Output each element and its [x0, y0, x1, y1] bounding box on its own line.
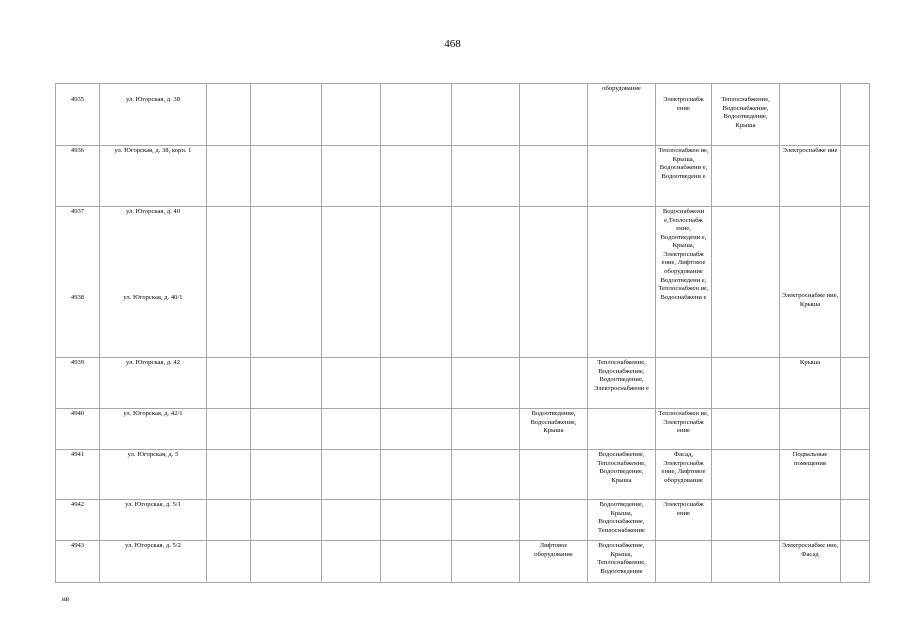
work-cell: оборудование: [588, 84, 656, 146]
row-number: 4940: [56, 409, 100, 450]
row-number: 4936: [56, 146, 100, 207]
row-address-primary: ул. Югорская, д. 40: [125, 208, 181, 215]
work-cell: [780, 409, 841, 450]
work-cell: Электроснабж ение: [656, 500, 712, 541]
work-cell: [712, 450, 780, 500]
empty-cell: [841, 358, 870, 409]
row-address: ул. Югорская, д. 5/2: [100, 541, 207, 583]
work-cell: Водоотведение, Водоснабжение, Крыша: [520, 409, 588, 450]
work-cell: Подвальные помещения: [780, 450, 841, 500]
work-cell: [520, 358, 588, 409]
table-row: [56, 358, 870, 409]
work-cell: [520, 450, 588, 500]
empty-cell: [381, 146, 452, 207]
empty-cell: [841, 84, 870, 146]
row-number: 4943: [56, 541, 100, 583]
row-address: ул. Югорская, д. 5/1: [100, 500, 207, 541]
empty-cell: [452, 146, 520, 207]
row-address: [100, 207, 207, 358]
work-cell: [520, 146, 588, 207]
row-address-secondary: ул. Югорская, д. 40/1: [123, 293, 183, 301]
empty-cell: [452, 409, 520, 450]
work-cell: Крыша: [780, 358, 841, 409]
work-cell: Теплоснабжен ие, Крыша, Водоснабжени е, Водоотведени е: [656, 146, 712, 207]
empty-cell: [251, 409, 322, 450]
work-cell: Лифтовое оборудование: [520, 541, 588, 583]
work-cell: [588, 409, 656, 450]
empty-cell: [207, 358, 251, 409]
empty-cell: [207, 500, 251, 541]
row-number: 4941: [56, 450, 100, 500]
empty-cell: [841, 500, 870, 541]
empty-cell: [452, 541, 520, 583]
table-row: [56, 450, 870, 500]
row-number: 4942: [56, 500, 100, 541]
empty-cell: [381, 207, 452, 358]
row-address: ул. Югорская, д. 38, корп. 1: [100, 146, 207, 207]
work-schedule-table: [55, 83, 870, 583]
work-cell: [656, 207, 712, 358]
empty-cell: [452, 207, 520, 358]
empty-cell: [251, 84, 322, 146]
empty-cell: [381, 358, 452, 409]
work-list-secondary: Водоотведени е, Теплоснабжен ие, Водоснабжени е: [658, 276, 709, 301]
work-cell: Водоснабжение, Крыша, Теплоснабжение, Водоотведение: [588, 541, 656, 583]
work-cell: [712, 409, 780, 450]
row-number: [56, 207, 100, 358]
row-number-secondary: 4938: [70, 293, 85, 301]
row-address: ул. Югорская, д. 42/1: [100, 409, 207, 450]
work-cell: Фасад, Электроснабж ение, Лифтовое оборудование: [656, 450, 712, 500]
row-address: ул. Югорская, д. 5: [100, 450, 207, 500]
work-cell: Электроснабже ние: [780, 146, 841, 207]
work-cell: [712, 146, 780, 207]
empty-cell: [322, 84, 381, 146]
empty-cell: [322, 409, 381, 450]
empty-cell: [322, 358, 381, 409]
table-row: [56, 146, 870, 207]
table-row: [56, 409, 870, 450]
work-cell: [780, 207, 841, 358]
empty-cell: [381, 500, 452, 541]
work-cell: Водоснабжение, Теплоснабжение, Водоотведение, Крыша: [588, 450, 656, 500]
row-number: 4939: [56, 358, 100, 409]
row-address: ул. Югорская, д. 38: [100, 84, 207, 146]
work-cell: [780, 500, 841, 541]
work-cell: [780, 84, 841, 146]
empty-cell: [381, 84, 452, 146]
table-row: [56, 84, 870, 146]
empty-cell: [207, 84, 251, 146]
empty-cell: [381, 450, 452, 500]
empty-cell: [251, 541, 322, 583]
empty-cell: [452, 500, 520, 541]
empty-cell: [207, 207, 251, 358]
work-cell: Электроснабже ние, Фасад: [780, 541, 841, 583]
work-cell: [712, 541, 780, 583]
empty-cell: [841, 541, 870, 583]
row-address: ул. Югорская, д. 42: [100, 358, 207, 409]
empty-cell: [322, 450, 381, 500]
work-cell: Теплоснабжение, Водоснабжение, Водоотведение, Крыша: [712, 84, 780, 146]
empty-cell: [322, 207, 381, 358]
empty-cell: [841, 450, 870, 500]
empty-cell: [251, 450, 322, 500]
empty-cell: [381, 409, 452, 450]
empty-cell: [322, 146, 381, 207]
empty-cell: [381, 541, 452, 583]
work-cell: [588, 207, 656, 358]
empty-cell: [452, 84, 520, 146]
work-cell: Электроснабж ение: [656, 84, 712, 146]
table-row: [56, 500, 870, 541]
work-cell: Водоотведение, Крыша, Водоснабжение, Теплоснабжение: [588, 500, 656, 541]
table-row: [56, 541, 870, 583]
empty-cell: [841, 146, 870, 207]
empty-cell: [251, 500, 322, 541]
work-cell: [712, 500, 780, 541]
empty-cell: [452, 358, 520, 409]
work-cell: [520, 207, 588, 358]
page-number: 468: [444, 38, 461, 50]
row-number: 4935: [56, 84, 100, 146]
table-row: [56, 207, 870, 358]
empty-cell: [251, 358, 322, 409]
empty-cell: [322, 500, 381, 541]
work-list-primary: Водоснабжени е,Теплоснабж ение, Водоотведени е, Крыша, Электроснабж ение, Лифтовое оборудование: [660, 208, 707, 275]
work-cell: [656, 358, 712, 409]
work-cell: [712, 207, 780, 358]
work-cell: Теплоснабжен ие, Электроснабж ение: [656, 409, 712, 450]
empty-cell: [251, 207, 322, 358]
empty-cell: [841, 207, 870, 358]
work-cell: [520, 84, 588, 146]
work-cell: Теплоснабжение, Водоснабжение, Водоотведение, Электроснабжени е: [588, 358, 656, 409]
empty-cell: [452, 450, 520, 500]
empty-cell: [207, 450, 251, 500]
empty-cell: [322, 541, 381, 583]
work-cell: [656, 541, 712, 583]
empty-cell: [207, 146, 251, 207]
empty-cell: [841, 409, 870, 450]
empty-cell: [251, 146, 322, 207]
work-cell: [712, 358, 780, 409]
work-cell: [520, 500, 588, 541]
row-number-primary: 4937: [70, 208, 85, 215]
work-list-secondary: Электроснабже ние, Крыша: [781, 292, 839, 308]
empty-cell: [207, 541, 251, 583]
empty-cell: [207, 409, 251, 450]
footer-note: нв: [62, 595, 70, 603]
work-cell: [588, 146, 656, 207]
